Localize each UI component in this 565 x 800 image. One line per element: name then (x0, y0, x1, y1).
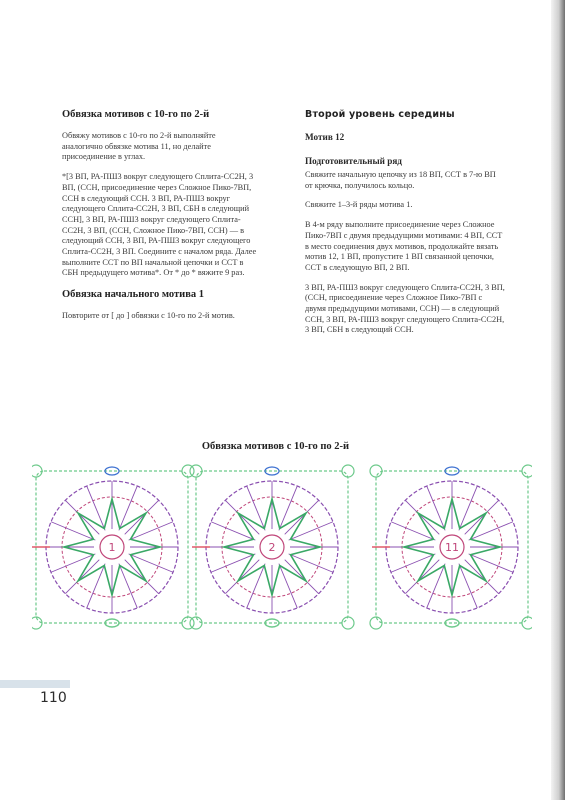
intro-paragraph: Обвяжу мотивов с 10-го по 2-й выполняйте аналогично обвязке мотива 11, но делайте присоединение в углах. (62, 131, 216, 162)
radial-stitch (65, 560, 99, 594)
radial-stitch (465, 500, 499, 534)
motif-number: 11 (445, 541, 459, 554)
crochet-diagram (32, 460, 532, 635)
motif-number: 2 (268, 541, 276, 554)
rows-paragraph: Свяжите 1–3-й ряды мотива 1. (305, 200, 413, 210)
corner-picot (522, 617, 532, 629)
radial-stitch (125, 560, 159, 594)
prep-row-title: Подготовительный ряд (305, 156, 402, 166)
level-heading: Второй уровень середины (305, 109, 455, 120)
right-column (305, 108, 505, 345)
corner-picot (370, 617, 382, 629)
subsection-heading: Обвязка начального мотива 1 (62, 289, 205, 301)
corner-picot (522, 465, 532, 477)
figure-title: Обвязка мотивов с 10-го по 2-й (201, 441, 350, 452)
radial-stitch (125, 500, 159, 534)
corner-picot (370, 465, 382, 477)
corner-picot (190, 617, 202, 629)
radial-stitch (225, 560, 259, 594)
motif-title: Мотив 12 (305, 132, 345, 142)
instructions-paragraph: *[3 ВП, РА-ПШ3 вокруг следующего Сплита-СС2Н, 3 ВП, (ССН, присоединение через Сложное Пико-7ВП, ССН в следующий ССН. 3 ВП, РА-ПШ3 вокруг следующего Сплита-СС2Н, 3 ВП, СБН в следующий ССН], 3 ВП, РА-ПШ3 вокруг следующего Сплита-СС2Н, 3 ВП, (ССН, Сложное Пико-7ВП, ССН) — в следующий ССН, 3 ВП, РА-ПШ3 вокруг следующего Сплита-СС2Н, 3 ВП. Соедините с началом ряда. Далее выполните ССТ по ВП начальной цепочки и ССТ в СБН предыдущего мотива*. От * до * вяжите 9 раз. (62, 172, 257, 278)
radial-stitch (285, 560, 319, 594)
radial-stitch (465, 560, 499, 594)
repeat-paragraph: Повторите от [ до ] обвязки с 10-го по 2-й мотив. (62, 311, 235, 321)
footer-band (0, 680, 70, 688)
section-heading: Обвязка мотивов с 10-го по 2-й (62, 109, 210, 120)
motif-number: 1 (108, 541, 116, 554)
prep-paragraph: Свяжите начальную цепочку из 18 ВП, ССТ в 7-ю ВП от крючка, получилось кольцо. (305, 170, 496, 190)
radial-stitch (225, 500, 259, 534)
radial-stitch (65, 500, 99, 534)
continue-paragraph: 3 ВП, РА-ПШ3 вокруг следующего Сплита-СС2Н, 3 ВП, (ССН, присоединение через Сложное Пико-7ВП с двумя предыдущими мотивами, ССН) — в следующий ССН, 3 ВП, РА-ПШ3 вокруг следующего Сплита-СС2Н, 3 ВП, СБН в следующий ССН. (305, 282, 505, 335)
radial-stitch (405, 560, 439, 594)
page-number: 110 (40, 690, 67, 706)
corner-picot (342, 617, 354, 629)
left-column (62, 108, 258, 331)
row4-paragraph: В 4-м ряду выполните присоединение через Сложное Пико-7ВП с двумя предыдущими мотивами: 4 ВП, ССТ в место соединения двух мотивов, продолжайте вязать мотив 12, 1 ВП, пропустите 1 ВП связанной цепочки, ССТ в следующую ВП, 2 ВП. (305, 220, 503, 272)
corner-picot (342, 465, 354, 477)
crochet-chart-svg (32, 460, 532, 635)
page-edge (551, 0, 565, 800)
corner-picot (190, 465, 202, 477)
radial-stitch (405, 500, 439, 534)
radial-stitch (285, 500, 319, 534)
